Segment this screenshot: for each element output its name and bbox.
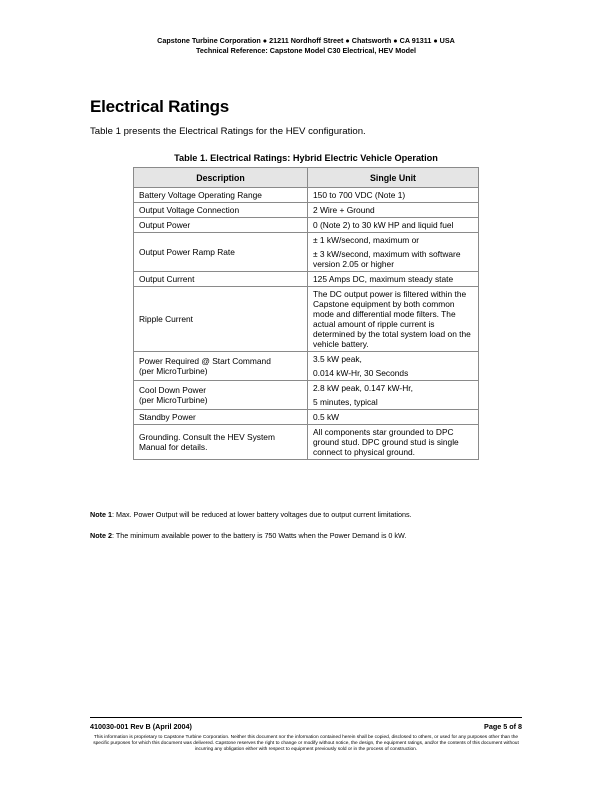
value-text: All components star grounded to DPC ground stud. DPC ground stud is single connect to physical ground. <box>313 427 459 457</box>
value-text: 2.8 kW peak, 0.147 kW-Hr, <box>313 383 413 393</box>
page-header <box>0 36 612 56</box>
value-text: 2 Wire + Ground <box>313 205 375 215</box>
value-text: 0.014 kW-Hr, 30 Seconds <box>313 368 409 378</box>
table-row <box>134 233 479 272</box>
table-caption: Table 1. Electrical Ratings: Hybrid Electric Vehicle Operation <box>174 153 438 163</box>
table-row <box>134 352 479 381</box>
note-2 <box>90 531 406 540</box>
description-text: Battery Voltage Operating Range <box>139 190 262 200</box>
footer-disclaimer: This information is proprietary to Capstone Turbine Corporation. Neither this document nor the information contained herein shall be copied, disclosed to others, or used for any purposes other than the specific purposes for which this document was delivered. Capstone reserves the right to change or modify without notice, the design, the equipment ratings, and/or the contents of this document without incurring any obligation either with respect to equipment previously sold or in the process of construction. <box>93 735 519 753</box>
row-value <box>308 410 479 425</box>
value-text: 150 to 700 VDC (Note 1) <box>313 190 406 200</box>
table-row <box>134 287 479 352</box>
footer-page-number: Page 5 of 8 <box>484 722 522 731</box>
value-text: ± 3 kW/second, maximum with software version 2.05 or higher <box>313 249 461 269</box>
row-description <box>134 218 308 233</box>
table-body <box>134 188 479 460</box>
row-value <box>308 188 479 203</box>
row-value <box>308 203 479 218</box>
row-value <box>308 352 479 381</box>
value-text: 0.5 kW <box>313 412 340 422</box>
table-row <box>134 203 479 218</box>
row-value <box>308 218 479 233</box>
table-row <box>134 272 479 287</box>
row-description <box>134 381 308 410</box>
description-text: (per MicroTurbine) <box>139 395 208 405</box>
description-text: Output Power <box>139 220 191 230</box>
row-value <box>308 272 479 287</box>
description-text: Ripple Current <box>139 314 193 324</box>
row-value <box>308 381 479 410</box>
row-value <box>308 425 479 460</box>
table-header-row <box>134 168 479 188</box>
value-text: 3.5 kW peak, <box>313 354 362 364</box>
row-description <box>134 425 308 460</box>
value-text: 125 Amps DC, maximum steady state <box>313 274 454 284</box>
row-description <box>134 188 308 203</box>
footer-divider <box>90 717 522 718</box>
note-1 <box>90 510 412 519</box>
header-company-line: Capstone Turbine Corporation ● 21211 Nordhoff Street ● Chatsworth ● CA 91311 ● USA <box>157 36 455 45</box>
table-row <box>134 425 479 460</box>
row-description <box>134 203 308 218</box>
intro-paragraph: Table 1 presents the Electrical Ratings for the HEV configuration. <box>90 126 366 137</box>
table-row <box>134 410 479 425</box>
description-text: (per MicroTurbine) <box>139 366 208 376</box>
description-text: Output Current <box>139 274 195 284</box>
description-text: Output Voltage Connection <box>139 205 240 215</box>
note-text: : Max. Power Output will be reduced at lower battery voltages due to output current limitations. <box>111 510 412 519</box>
header-reference-line: Technical Reference: Capstone Model C30 Electrical, HEV Model <box>196 46 416 55</box>
row-description <box>134 352 308 381</box>
value-text: The DC output power is filtered within the Capstone equipment by both common mode and differential mode filters. The actual amount of ripple current is determined by the total system load on the vehicle battery. <box>313 289 471 349</box>
table-row <box>134 188 479 203</box>
value-text: 0 (Note 2) to 30 kW HP and liquid fuel <box>313 220 454 230</box>
row-description <box>134 287 308 352</box>
value-text: ± 1 kW/second, maximum or <box>313 235 420 245</box>
column-header-single-unit: Single Unit <box>308 168 479 188</box>
note-text: : The minimum available power to the battery is 750 Watts when the Power Demand is 0 kW. <box>111 531 407 540</box>
electrical-ratings-table <box>133 167 479 460</box>
value-text: 5 minutes, typical <box>313 397 378 407</box>
table-row <box>134 218 479 233</box>
description-text: Standby Power <box>139 412 196 422</box>
row-description <box>134 410 308 425</box>
footer-document-id: 410030-001 Rev B (April 2004) <box>90 722 192 731</box>
row-value <box>308 287 479 352</box>
row-description <box>134 272 308 287</box>
note-label: Note 1 <box>90 510 112 519</box>
row-description <box>134 233 308 272</box>
table-row <box>134 381 479 410</box>
section-title: Electrical Ratings <box>90 97 230 116</box>
row-value <box>308 233 479 272</box>
description-text: Cool Down Power <box>139 385 207 395</box>
description-text: Grounding. Consult the HEV System Manual for details. <box>139 432 275 452</box>
description-text: Power Required @ Start Command <box>139 356 271 366</box>
column-header-description: Description <box>134 168 308 188</box>
note-label: Note 2 <box>90 531 112 540</box>
description-text: Output Power Ramp Rate <box>139 247 235 257</box>
